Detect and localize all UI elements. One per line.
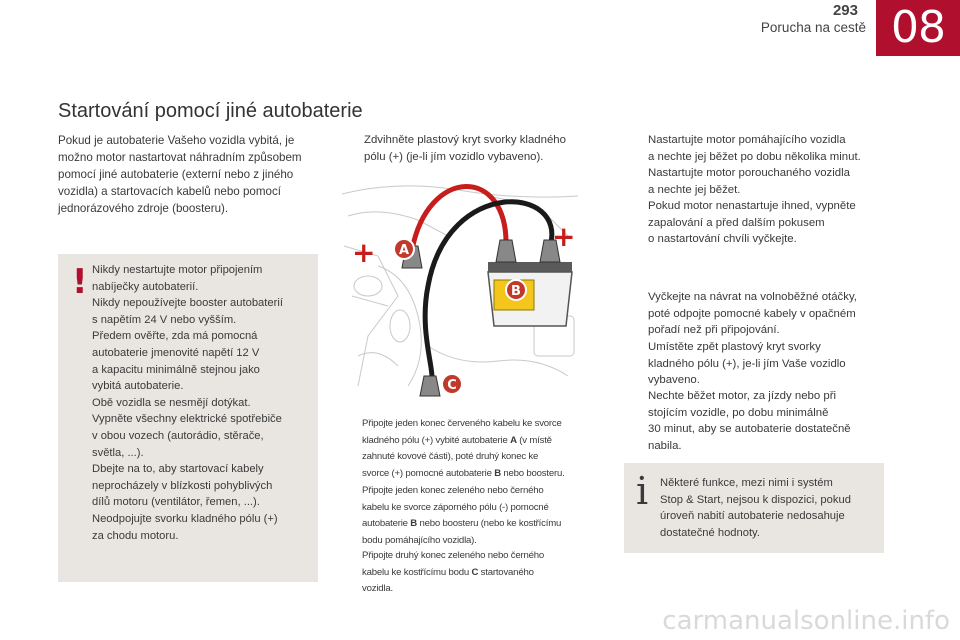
step-text: Vyčkejte na návrat na volnoběžné otáčky, poté odpojte pomocné kabely v opačném pořadí než při připojování. <box>648 291 857 337</box>
engine-bay-illustration <box>338 176 584 402</box>
label-b: B <box>511 284 521 299</box>
step-text: (v místě zahnuté kovové části), poté druhý konec ke svorce (+) pomocné autobaterie <box>362 434 552 479</box>
step-text: nebo boosteru. <box>500 467 565 479</box>
step-text: Připojte jeden konec zeleného nebo černého kabelu ke svorce záporného pólu (-) pomocné autobaterie <box>362 485 549 530</box>
step-connect-ground <box>340 548 610 598</box>
step-text: Nechte běžet motor, za jízdy nebo při stojícím vozidle, po dobu minimálně 30 minut, aby se autobaterie dostatečně nabila. <box>648 390 851 452</box>
chapter-tab: 08 <box>876 0 960 56</box>
step-text: Nastartujte motor porouchaného vozidla a nechte jej běžet. Pokud motor nenastartuje ihned, vypněte zapalování a před dalším pokusem o nastartování chvíli vyčkejte. <box>648 167 856 246</box>
step-start-helper <box>624 132 894 165</box>
info-icon: i <box>636 469 649 513</box>
step-connect-black-cable <box>340 483 610 549</box>
chapter-title: Porucha na cestě <box>760 20 866 35</box>
warning-text: Nikdy nestartujte motor připojením nabíječky autobaterií. Nikdy nepoužívejte booster autobaterií s napětím 24 V nebo vyšším. Předem ověřte, zda má pomocná autobaterie jmenovité napětí 12 V a kapacitu minimálně stejnou jako vybitá autobaterie. Obě vozidla se nesmějí dotýkat. Vypněte všechny elektrické spotřebiče v obou vozech (autorádio, stěrače, světla, ...). Dbejte na to, aby startovací kabely neprocházely v blízkosti pohyblivých dílů motoru (ventilátor, řemen, ...). Neodpojujte svorku kladného pólu (+) za chodu motoru. <box>92 264 283 542</box>
positive-sign-b: + <box>552 220 576 253</box>
marker-a: A <box>510 434 517 446</box>
step-text: Nastartujte motor pomáhajícího vozidla a nechte jej běžet po dobu několika minut. <box>648 134 861 163</box>
step-text: Připojte druhý konec zeleného nebo černého kabelu ke kostřícímu bodu <box>362 550 545 578</box>
label-a: A <box>398 243 410 258</box>
step-lift-cover <box>340 132 600 165</box>
label-c: C <box>447 378 457 393</box>
step-replace-cover <box>624 339 894 389</box>
step-connect-red-cable <box>340 416 610 482</box>
marker-b: B <box>410 518 418 530</box>
step-text: Umístěte zpět plastový kryt svorky kladného pólu (+), je-li jím Vaše vozidlo vybaveno. <box>648 341 846 387</box>
positive-sign-a: + <box>352 236 376 269</box>
info-text: Některé funkce, mezi nimi i systém Stop & Start, nejsou k dispozici, pokud úroveň nabití autobaterie nedosahuje dostatečné hodnoty. <box>660 477 851 539</box>
page-number: 293 <box>832 2 858 19</box>
step-run-engine <box>624 388 894 454</box>
warning-icon: ! <box>72 262 88 302</box>
section-title: Startování pomocí jiné autobaterie <box>58 100 363 122</box>
jump-start-diagram <box>338 176 584 402</box>
step-disconnect <box>624 289 894 339</box>
step-text: nebo boosteru (nebo ke kostřícímu bodu pomáhajícího vozidla). <box>362 518 562 546</box>
watermark: carmanualsonline.info <box>662 606 950 636</box>
step-text: Zdvihněte plastový kryt svorky kladného pólu (+) (je-li jím vozidlo vybaveno). <box>364 134 566 163</box>
info-box <box>624 463 884 553</box>
warning-box <box>58 254 318 582</box>
intro-text: Pokud je autobaterie Vašeho vozidla vybitá, je možno motor nastartovat náhradním způsobem pomocí jiné autobaterie (externí nebo z jiného vozidla) a startovacích kabelů nebo pomocí jednorázového zdroje (boosteru). <box>58 134 302 215</box>
step-text: startovaného vozidla. <box>362 566 534 595</box>
step-start-broken <box>624 165 894 248</box>
step-text: Připojte jeden konec červeného kabelu ke svorce kladného pólu (+) vybité autobaterie <box>362 418 562 446</box>
booster-battery <box>488 252 572 326</box>
marker-b: B <box>494 467 501 479</box>
marker-c: C <box>471 566 479 578</box>
